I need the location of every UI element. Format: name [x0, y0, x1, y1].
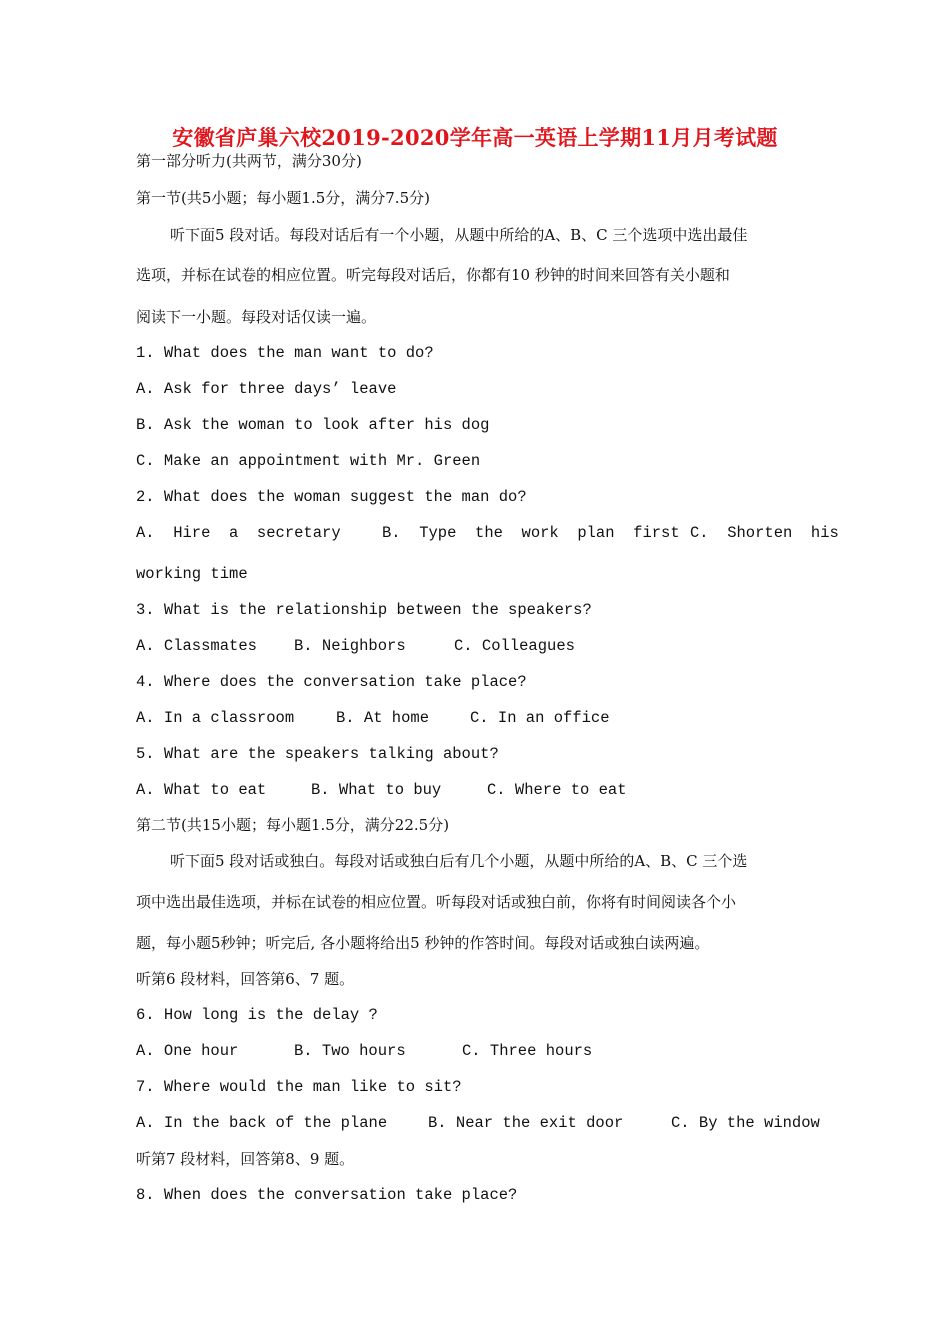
q4-option-b: B. At home [336, 709, 430, 727]
q2-option-c: C. Shorten his [690, 524, 839, 542]
q6-option-b: B. Two hours [294, 1042, 406, 1060]
q6-option-c: C. Three hours [462, 1042, 593, 1060]
section1-header: 第一节(共5小题；每小题1.5分，满分7.5分) [136, 189, 430, 207]
question-4: 4. Where does the conversation take place? [136, 673, 527, 691]
question-1: 1. What does the man want to do? [136, 344, 434, 362]
q5-option-a: A. What to eat [136, 781, 267, 799]
section2-instruction-line3: 题，每小题5秒钟；听完后, 各小题将给出5 秒钟的作答时间。每段对话或独白读两遍。 [136, 934, 710, 952]
material-7-instruction: 听第7 段材料，回答第8、9 题。 [136, 1150, 355, 1168]
q5-option-b: B. What to buy [311, 781, 442, 799]
q7-option-a: A. In the back of the plane [136, 1114, 388, 1132]
question-7: 7. Where would the man like to sit? [136, 1078, 462, 1096]
section1-instruction-line1: 听下面5 段对话。每段对话后有一个小题，从题中所给的A、B、C 三个选项中选出最佳 [170, 226, 748, 244]
q2-option-c-continued: working time [136, 565, 248, 583]
section1-instruction-line2: 选项，并标在试卷的相应位置。听完每段对话后，你都有10 秒钟的时间来回答有关小题和 [136, 266, 730, 284]
section1-instruction-line3: 阅读下一小题。每段对话仅读一遍。 [136, 308, 377, 326]
q2-option-a: A. Hire a secretary [136, 524, 341, 542]
question-3: 3. What is the relationship between the speakers? [136, 601, 592, 619]
section2-header: 第二节(共15小题；每小题1.5分，满分22.5分) [136, 816, 450, 834]
part1-header: 第一部分听力(共两节，满分30分) [136, 152, 362, 170]
q4-option-a: A. In a classroom [136, 709, 295, 727]
section2-instruction-line2: 项中选出最佳选项，并标在试卷的相应位置。听每段对话或独白前，你将有时间阅读各个小 [136, 893, 737, 911]
question-2: 2. What does the woman suggest the man do? [136, 488, 527, 506]
question-5: 5. What are the speakers talking about? [136, 745, 499, 763]
q4-option-c: C. In an office [470, 709, 610, 727]
q7-option-b: B. Near the exit door [428, 1114, 624, 1132]
q1-option-b: B. Ask the woman to look after his dog [136, 416, 490, 434]
q3-option-b: B. Neighbors [294, 637, 406, 655]
q2-option-b: B. Type the work plan first [382, 524, 680, 542]
q3-option-c: C. Colleagues [454, 637, 575, 655]
page-title: 安徽省庐巢六校2019-2020学年高一英语上学期11月月考试题 [172, 125, 778, 150]
material-6-instruction: 听第6 段材料，回答第6、7 题。 [136, 970, 355, 988]
question-6: 6. How long is the delay ? [136, 1006, 378, 1024]
q1-option-a: A. Ask for three days’ leave [136, 380, 397, 398]
q3-option-a: A. Classmates [136, 637, 257, 655]
section2-instruction-line1: 听下面5 段对话或独白。每段对话或独白后有几个小题，从题中所给的A、B、C 三个选 [170, 852, 748, 870]
q1-option-c: C. Make an appointment with Mr. Green [136, 452, 481, 470]
q5-option-c: C. Where to eat [487, 781, 627, 799]
q6-option-a: A. One hour [136, 1042, 239, 1060]
q7-option-c: C. By the window [671, 1114, 820, 1132]
question-8: 8. When does the conversation take place? [136, 1186, 518, 1204]
